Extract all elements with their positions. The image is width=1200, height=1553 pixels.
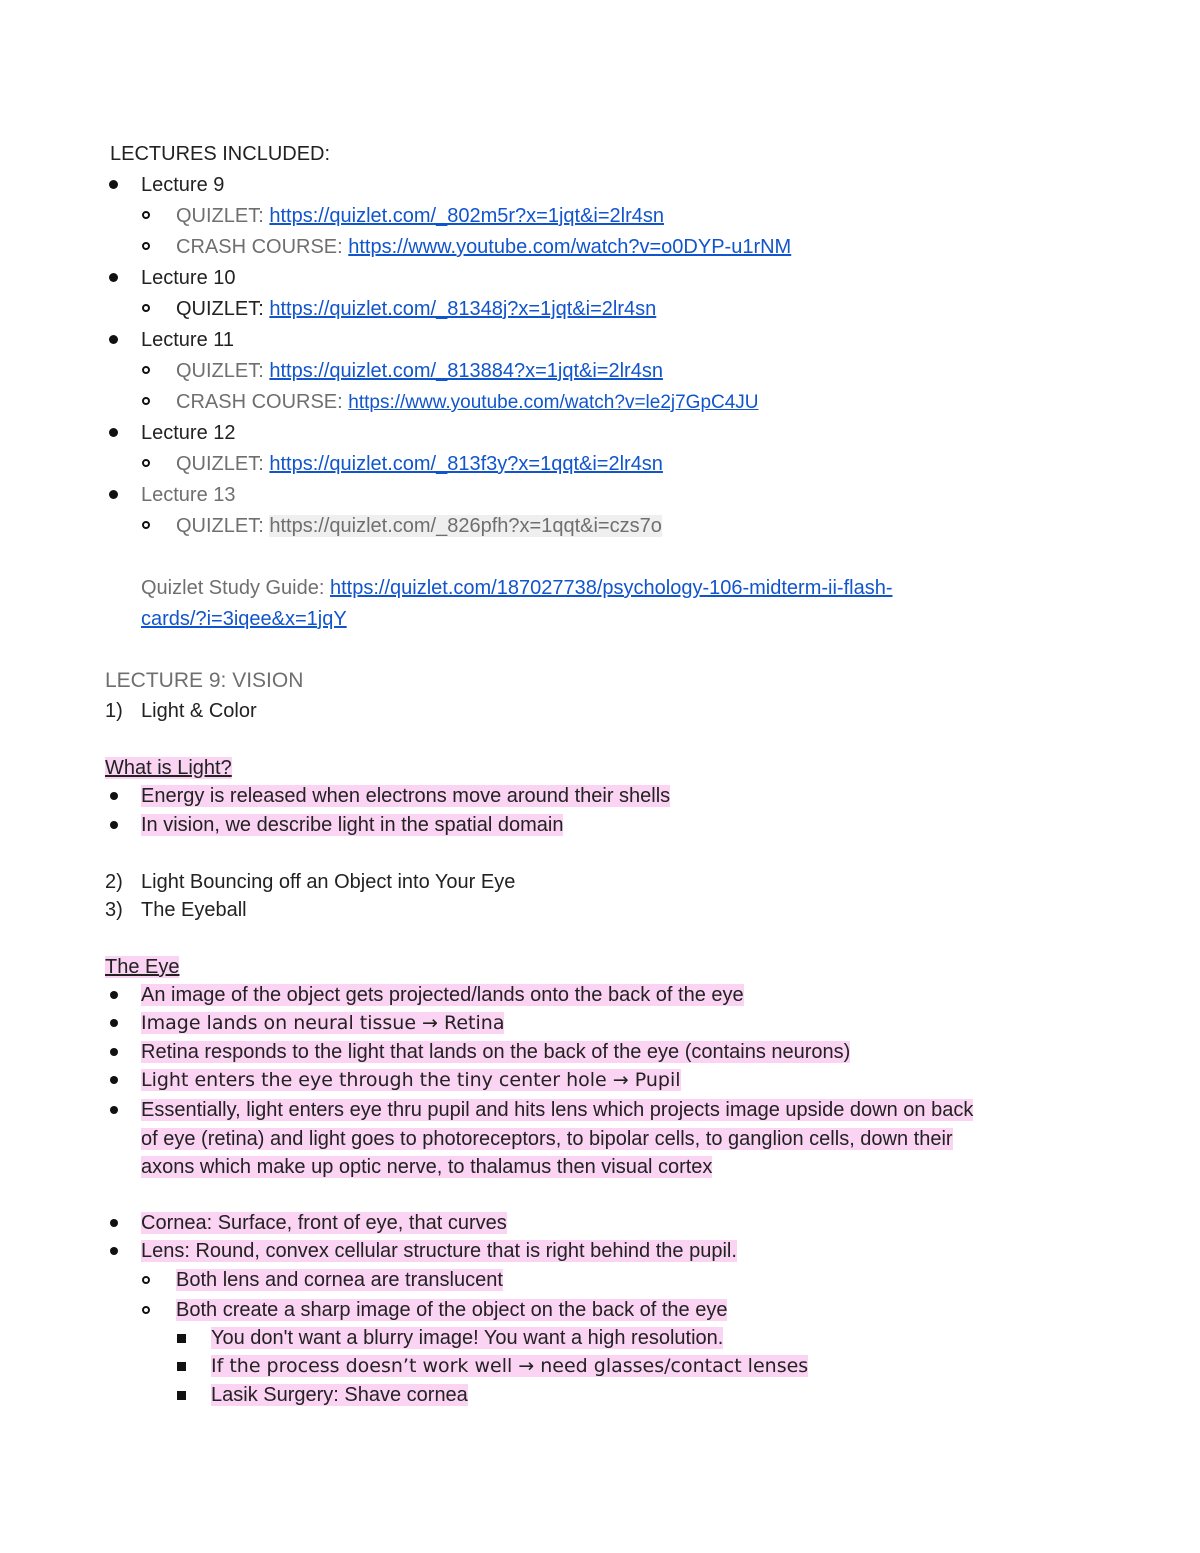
study-guide-prefix: Quizlet Study Guide: xyxy=(141,577,330,599)
bullet-text: In vision, we describe light in the spatial domain xyxy=(141,814,564,836)
lecture-11-quizlet xyxy=(176,358,663,384)
list-item xyxy=(141,1010,504,1036)
bullet-circle-icon xyxy=(142,242,150,250)
bullet-disc-icon xyxy=(110,1019,118,1027)
list-item xyxy=(141,982,744,1008)
bullet-square-icon xyxy=(177,1362,186,1371)
lecture-11-quizlet-link[interactable]: https://quizlet.com/_813884?x=1jqt&i=2lr4sn xyxy=(269,360,663,382)
bullet-disc-icon xyxy=(110,1219,118,1227)
quizlet-prefix: QUIZLET: xyxy=(176,205,270,227)
what-is-light-text: What is Light? xyxy=(105,757,232,779)
the-eye-text: The Eye xyxy=(105,956,180,978)
numbered-item: Light Bouncing off an Object into Your Eye xyxy=(141,871,516,893)
list-number: 3) xyxy=(105,899,123,921)
bullet-text: of eye (retina) and light goes to photoreceptors, to bipolar cells, to ganglion cells, down their xyxy=(141,1128,953,1150)
list-item xyxy=(141,1067,681,1093)
sub-list-item xyxy=(176,1297,727,1323)
lecture-11-crash-course xyxy=(176,389,759,416)
sub-sub-list-item xyxy=(211,1353,808,1379)
lecture-9-quizlet-link[interactable]: https://quizlet.com/_802m5r?x=1jqt&i=2lr4sn xyxy=(269,205,665,227)
lecture-10-label: Lecture 10 xyxy=(141,267,236,289)
list-number: 2) xyxy=(105,871,123,893)
lecture-13-quizlet-url[interactable]: https://quizlet.com/_826pfh?x=1qqt&i=czs7o xyxy=(269,515,662,537)
crash-course-prefix: CRASH COURSE: xyxy=(176,391,349,413)
lecture-11-crash-course-link[interactable]: https://www.youtube.com/watch?v=le2j7GpC4JU xyxy=(348,392,759,413)
study-guide-line-2 xyxy=(141,606,347,632)
bullet-text: Retina responds to the light that lands on the back of the eye (contains neurons) xyxy=(141,1041,851,1063)
study-guide-link-continued[interactable]: cards/?i=3iqee&x=1jqY xyxy=(141,608,347,630)
quizlet-prefix: QUIZLET: xyxy=(176,515,270,537)
bullet-text: Both create a sharp image of the object on the back of the eye xyxy=(176,1299,728,1321)
bullet-text: axons which make up optic nerve, to thalamus then visual cortex xyxy=(141,1156,713,1178)
bullet-text: Both lens and cornea are translucent xyxy=(176,1269,503,1291)
bullet-disc-icon xyxy=(110,1048,118,1056)
lecture-10-quizlet-link[interactable]: https://quizlet.com/_81348j?x=1jqt&i=2lr4sn xyxy=(269,298,657,320)
the-eye-heading xyxy=(105,954,179,980)
study-guide-line xyxy=(141,575,892,601)
lecture-12-label: Lecture 12 xyxy=(141,422,236,444)
study-guide-link[interactable]: https://quizlet.com/187027738/psychology-106-midterm-ii-flash- xyxy=(329,577,893,599)
bullet-circle-icon xyxy=(142,1306,150,1314)
bullet-circle-icon xyxy=(142,521,150,529)
bullet-disc-icon xyxy=(110,792,118,800)
bullet-square-icon xyxy=(177,1391,186,1400)
bullet-disc-icon xyxy=(110,1247,118,1255)
bullet-text: If the process doesn’t work well → need glasses/contact lenses xyxy=(211,1355,809,1377)
list-item xyxy=(141,812,563,838)
list-item xyxy=(141,1097,973,1123)
lecture-10-quizlet xyxy=(176,296,656,322)
list-item xyxy=(141,783,670,809)
lectures-header: LECTURES INCLUDED: xyxy=(110,143,331,165)
bullet-text: Light enters the eye through the tiny center hole → Pupil xyxy=(141,1069,681,1091)
bullet-disc-icon xyxy=(110,1076,118,1084)
bullet-disc-icon xyxy=(109,428,118,437)
bullet-disc-icon xyxy=(110,821,118,829)
bullet-disc-icon xyxy=(109,180,118,189)
lecture-13-quizlet xyxy=(176,513,662,539)
bullet-text: Image lands on neural tissue → Retina xyxy=(141,1012,505,1034)
lecture-11-label: Lecture 11 xyxy=(141,329,235,351)
bullet-text: You don't want a blurry image! You want a high resolution. xyxy=(211,1327,724,1349)
bullet-text: Cornea: Surface, front of eye, that curves xyxy=(141,1212,507,1234)
bullet-disc-icon xyxy=(110,991,118,999)
numbered-item: Light & Color xyxy=(141,700,257,722)
bullet-circle-icon xyxy=(142,304,150,312)
bullet-square-icon xyxy=(177,1334,186,1343)
lecture-9-label: Lecture 9 xyxy=(141,174,225,196)
bullet-disc-icon xyxy=(109,490,118,499)
lecture-9-crash-course-link[interactable]: https://www.youtube.com/watch?v=o0DYP-u1rNM xyxy=(348,236,792,258)
bullet-disc-icon xyxy=(109,273,118,282)
list-item xyxy=(141,1039,850,1065)
list-item-continued xyxy=(141,1154,712,1180)
bullet-circle-icon xyxy=(142,397,150,405)
what-is-light-heading xyxy=(105,755,232,781)
bullet-circle-icon xyxy=(142,211,150,219)
section-title: LECTURE 9: VISION xyxy=(105,669,304,692)
list-item-continued xyxy=(141,1126,953,1152)
bullet-circle-icon xyxy=(142,1276,150,1284)
lecture-9-crash-course xyxy=(176,234,791,260)
quizlet-prefix: QUIZLET: xyxy=(176,453,270,475)
bullet-text: Lasik Surgery: Shave cornea xyxy=(211,1384,468,1406)
bullet-disc-icon xyxy=(110,1106,118,1114)
bullet-text: Energy is released when electrons move around their shells xyxy=(141,785,671,807)
bullet-text: An image of the object gets projected/lands onto the back of the eye xyxy=(141,984,744,1006)
bullet-circle-icon xyxy=(142,459,150,467)
sub-sub-list-item xyxy=(211,1325,723,1351)
quizlet-prefix: QUIZLET: xyxy=(176,360,270,382)
lecture-12-quizlet-link[interactable]: https://quizlet.com/_813f3y?x=1qqt&i=2lr4sn xyxy=(269,453,663,475)
bullet-text: Lens: Round, convex cellular structure that is right behind the pupil. xyxy=(141,1240,737,1262)
quizlet-prefix: QUIZLET: xyxy=(176,298,270,320)
lecture-9-quizlet xyxy=(176,203,664,229)
bullet-text: Essentially, light enters eye thru pupil and hits lens which projects image upside down on back xyxy=(141,1099,974,1121)
list-item xyxy=(141,1238,737,1264)
bullet-disc-icon xyxy=(109,335,118,344)
lecture-12-quizlet xyxy=(176,451,663,477)
sub-sub-list-item xyxy=(211,1382,468,1408)
numbered-item: The Eyeball xyxy=(141,899,247,921)
list-item xyxy=(141,1210,507,1236)
lecture-13-label: Lecture 13 xyxy=(141,484,236,506)
sub-list-item xyxy=(176,1267,503,1293)
list-number: 1) xyxy=(105,700,123,722)
bullet-circle-icon xyxy=(142,366,150,374)
crash-course-prefix: CRASH COURSE: xyxy=(176,236,349,258)
